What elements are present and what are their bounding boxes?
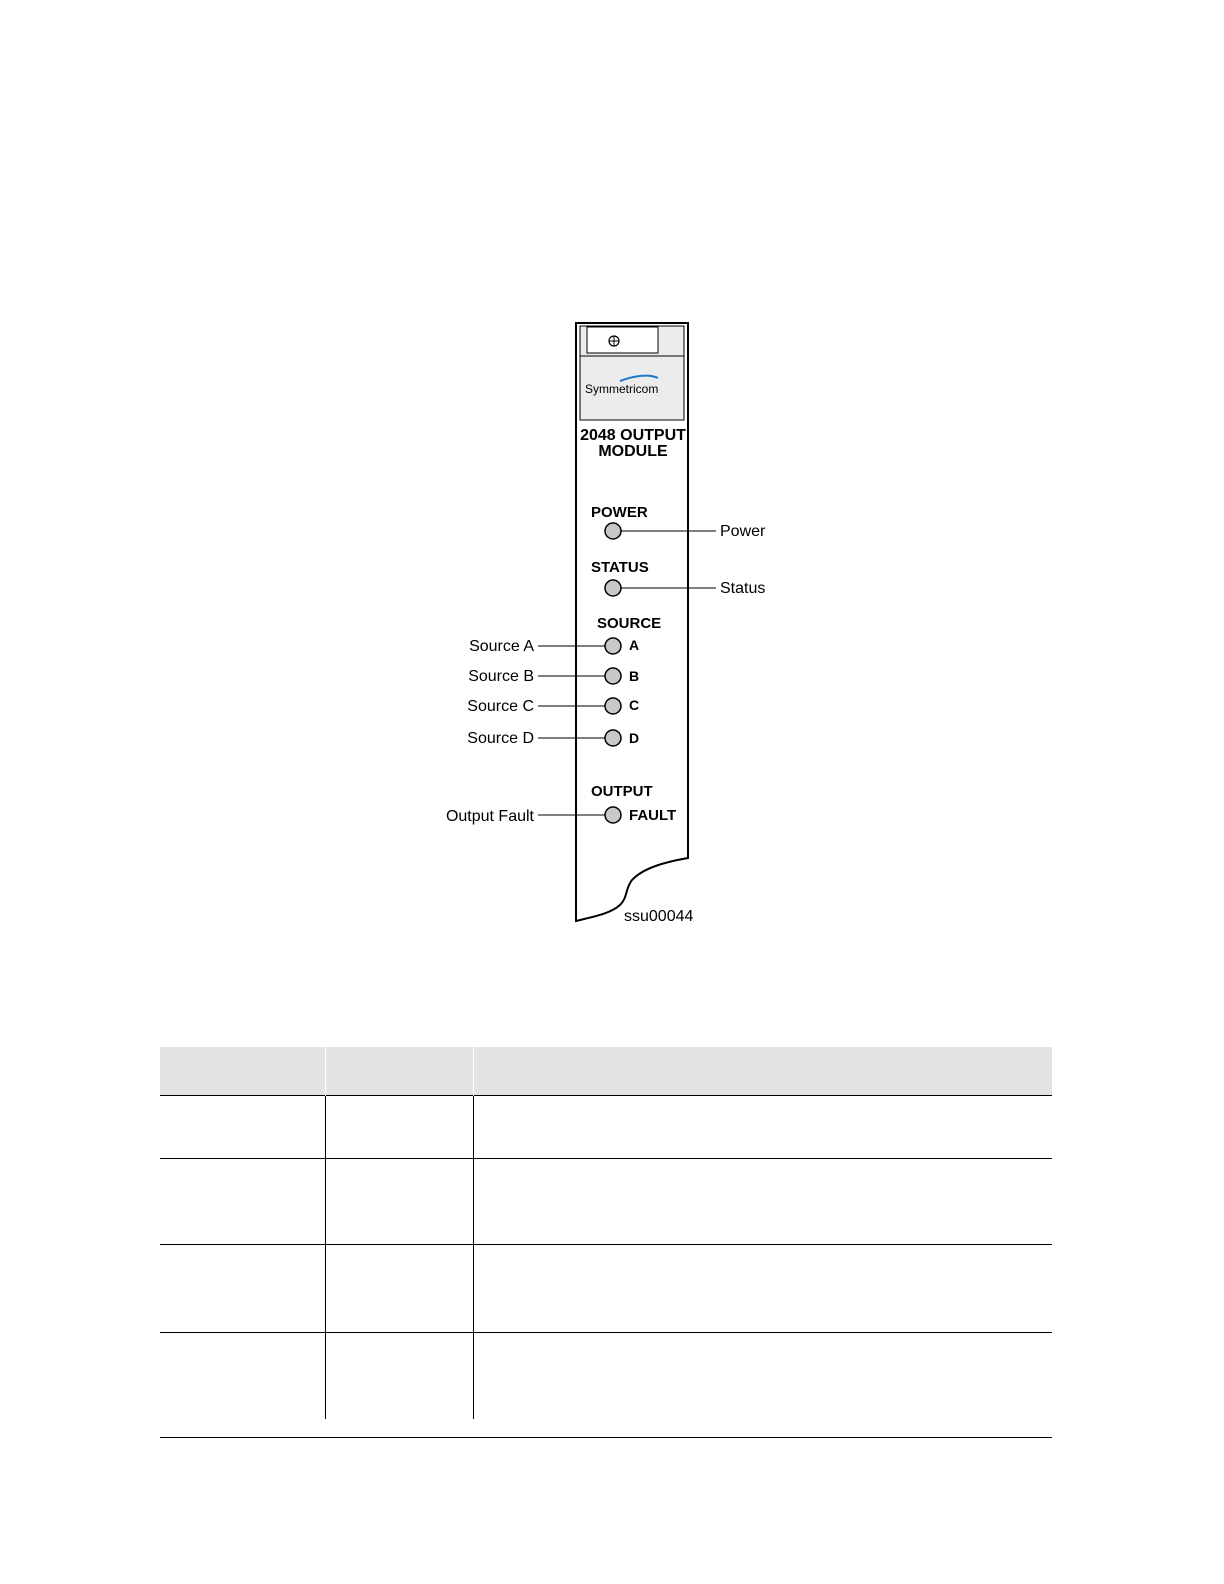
module-latch (587, 327, 658, 353)
source-b-led (605, 668, 621, 684)
table-header-row (160, 1047, 1052, 1096)
source-d-panel-label: D (629, 730, 640, 746)
source-d-led (605, 730, 621, 746)
table-cell (473, 1245, 1052, 1333)
source-a-led (605, 638, 621, 654)
status-led (605, 580, 621, 596)
table-cell (325, 1159, 473, 1245)
brand-logo: Symmetricom (585, 382, 659, 396)
figure-id: ssu00044 (624, 908, 694, 925)
table-header-cell (473, 1047, 1052, 1096)
table-header-cell (160, 1047, 325, 1096)
table-cell (160, 1245, 325, 1333)
table-row (160, 1245, 1052, 1333)
table-row (160, 1333, 1052, 1419)
table-cell (473, 1159, 1052, 1245)
table-cell (160, 1333, 325, 1419)
source-c-led (605, 698, 621, 714)
source-a-panel-label: A (629, 637, 640, 653)
source-c-panel-label: C (629, 697, 640, 713)
screw-icon (609, 336, 619, 346)
source-a-callout-label: Source A (469, 638, 534, 655)
source-panel-label: SOURCE (597, 615, 662, 632)
indicator-table (160, 1047, 1052, 1419)
output-fault-led (605, 807, 621, 823)
table-bottom-rule (160, 1437, 1052, 1438)
fault-panel-label: FAULT (629, 807, 677, 824)
module-title-line1: 2048 OUTPUT (580, 427, 686, 444)
table-cell (160, 1159, 325, 1245)
output-fault-callout-label: Output Fault (445, 808, 534, 825)
status-callout-label: Status (720, 580, 766, 597)
table-cell (325, 1333, 473, 1419)
table-cell (325, 1245, 473, 1333)
power-panel-label: POWER (591, 504, 648, 521)
source-c-callout-label: Source C (467, 698, 534, 715)
status-panel-label: STATUS (591, 559, 649, 576)
table-header-cell (325, 1047, 473, 1096)
power-led (605, 523, 621, 539)
power-callout-label: Power (720, 523, 766, 540)
output-panel-label: OUTPUT (591, 783, 653, 800)
table-cell (160, 1096, 325, 1159)
source-b-panel-label: B (629, 668, 640, 684)
module-title-line2: MODULE (598, 443, 668, 460)
table-cell (325, 1096, 473, 1159)
table-row (160, 1096, 1052, 1159)
table-row (160, 1159, 1052, 1245)
table-cell (473, 1333, 1052, 1419)
source-b-callout-label: Source B (468, 668, 534, 685)
table-cell (473, 1096, 1052, 1159)
source-d-callout-label: Source D (467, 730, 534, 747)
